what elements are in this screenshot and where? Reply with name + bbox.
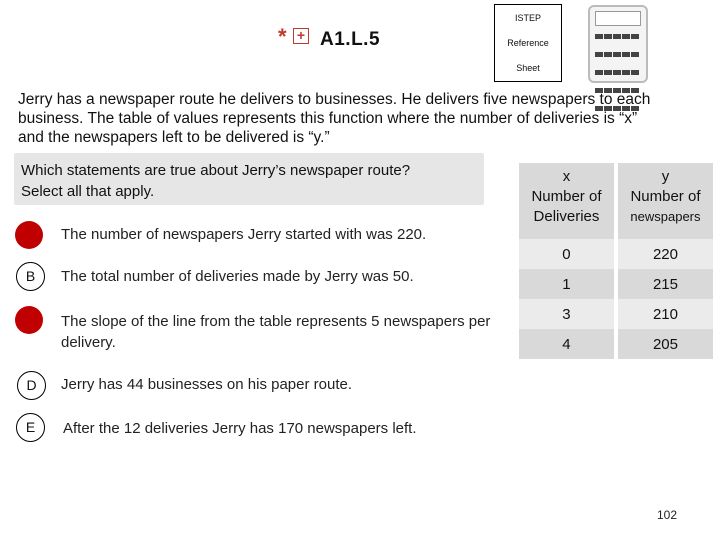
y-cell: 210 — [618, 299, 713, 329]
standard-code: A1.L.5 — [320, 29, 381, 50]
table-row — [519, 329, 713, 359]
choice-b-bubble[interactable]: B — [16, 262, 45, 291]
x-header-line-3: Deliveries — [533, 208, 600, 225]
page-number: 102 — [657, 508, 678, 522]
question-prompt — [21, 160, 481, 202]
values-table — [519, 163, 713, 359]
choice-e-text[interactable]: After the 12 deliveries Jerry has 170 newspapers left. — [63, 420, 417, 437]
reference-line-1: ISTEP — [514, 13, 541, 23]
y-cell: 220 — [618, 239, 713, 269]
y-header-line-2: Number of — [630, 188, 701, 205]
calculator-icon[interactable] — [588, 5, 648, 83]
asterisk-marker: * — [278, 24, 287, 49]
table-row — [519, 239, 713, 269]
question-line-1: Which statements are true about Jerry’s newspaper route? — [21, 162, 411, 179]
table-row — [519, 269, 713, 299]
y-cell: 215 — [618, 269, 713, 299]
y-header-line-3: newspapers — [630, 209, 701, 224]
reference-line-3: Sheet — [516, 63, 540, 73]
table-row — [519, 299, 713, 329]
choice-d-bubble[interactable]: D — [17, 371, 46, 400]
x-column-header — [519, 163, 614, 239]
choice-a-text[interactable]: The number of newspapers Jerry started with was 220. — [61, 226, 427, 243]
x-header-symbol: x — [562, 168, 571, 185]
y-header-symbol: y — [661, 168, 670, 185]
y-column-header — [618, 163, 713, 239]
plus-box-icon: + — [293, 28, 309, 44]
x-cell: 1 — [519, 269, 614, 299]
choice-a-bubble[interactable] — [15, 221, 43, 249]
x-header-line-2: Number of — [531, 188, 602, 205]
question-line-2: Select all that apply. — [21, 183, 155, 200]
choice-c-bubble[interactable] — [15, 306, 43, 334]
x-cell: 3 — [519, 299, 614, 329]
calculator-screen — [595, 11, 641, 26]
x-cell: 4 — [519, 329, 614, 359]
reference-line-2: Reference — [507, 38, 549, 48]
choice-e-bubble[interactable]: E — [16, 413, 45, 442]
reference-sheet-link[interactable] — [494, 4, 562, 82]
choice-b-text[interactable]: The total number of deliveries made by Jerry was 50. — [61, 268, 414, 285]
choice-c-text[interactable]: The slope of the line from the table represents 5 newspapers per delivery. — [61, 313, 491, 351]
choice-d-text[interactable]: Jerry has 44 businesses on his paper route. — [61, 376, 352, 393]
question-box — [14, 153, 484, 205]
y-cell: 205 — [618, 329, 713, 359]
problem-statement: Jerry has a newspaper route he delivers to businesses. He delivers five newspapers to each business. The table of values represents this function where the number of deliveries is “x” and the newspapers left to be delivered is “y.” — [18, 91, 651, 146]
x-cell: 0 — [519, 239, 614, 269]
